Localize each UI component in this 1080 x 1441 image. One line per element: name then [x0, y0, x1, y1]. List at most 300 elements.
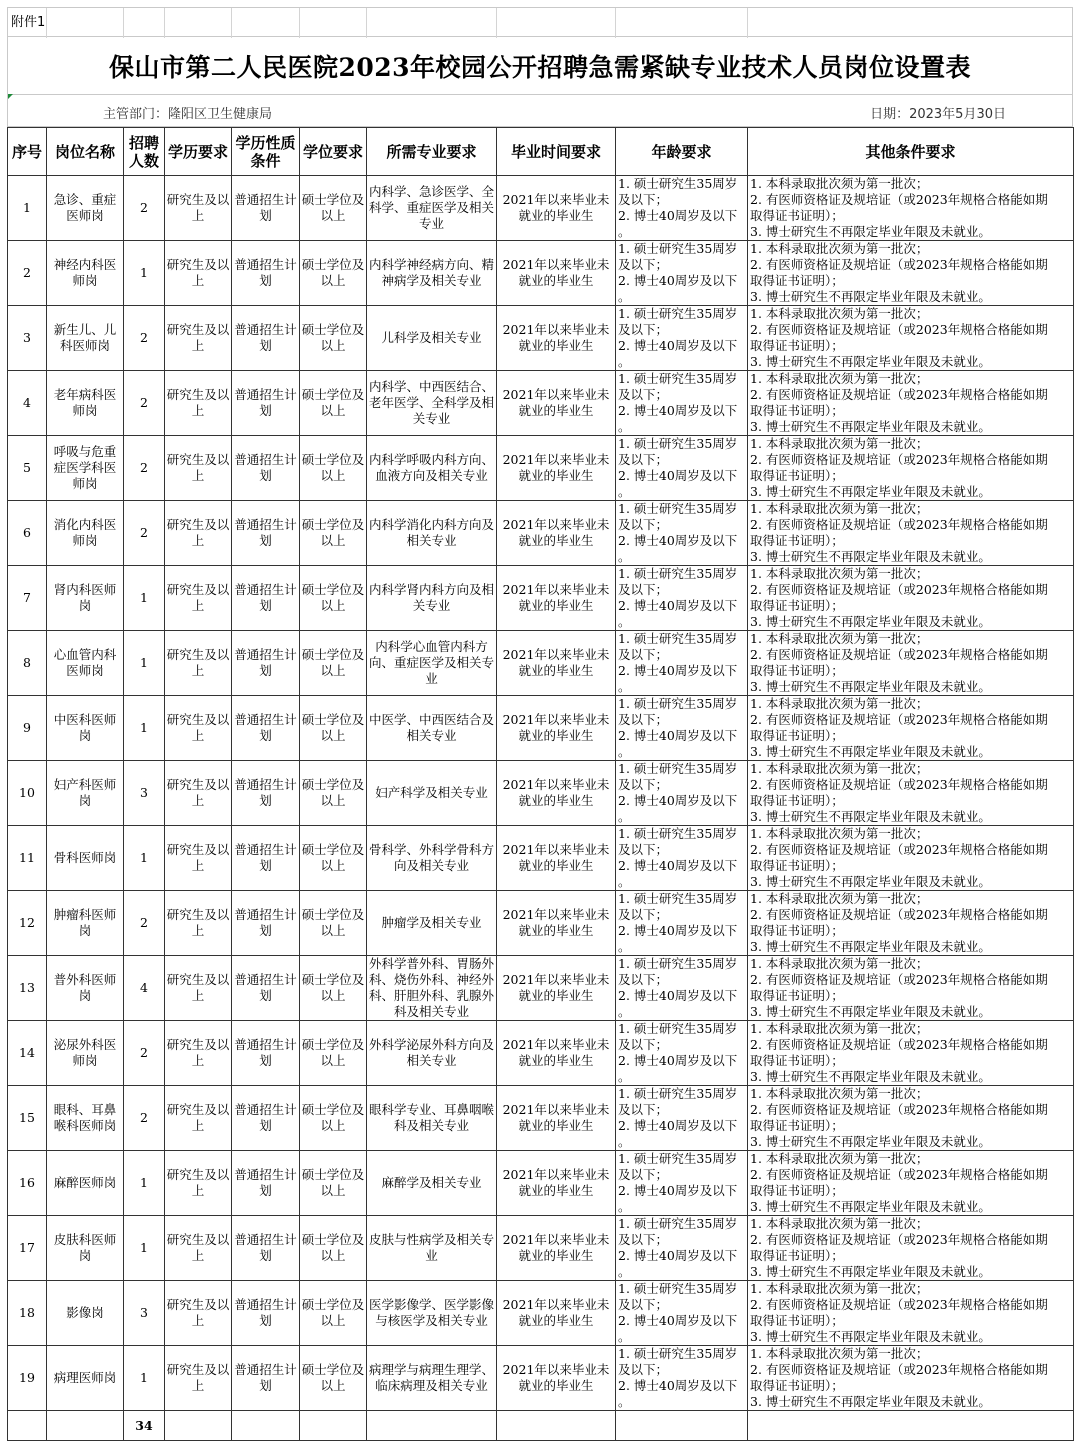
graduation-cell[interactable]: 2021年以来毕业未就业的毕业生 — [497, 1151, 616, 1216]
education-nature-cell[interactable]: 普通招生计划 — [232, 1021, 300, 1086]
other-line: 2. 有医师资格证及规培证（或2023年规格合格能如期 — [750, 842, 1048, 857]
graduation-cell[interactable]: 2021年以来毕业未就业的毕业生 — [497, 241, 616, 306]
post-cell[interactable]: 急诊、重症医师岗 — [47, 176, 124, 241]
table-row — [8, 241, 1074, 306]
major-cell[interactable]: 骨科学、外科学骨科方向及相关专业 — [367, 826, 497, 891]
education-cell[interactable]: 研究生及以上 — [165, 371, 232, 436]
other-cell[interactable] — [748, 956, 1074, 1021]
no-cell[interactable]: 7 — [8, 566, 47, 631]
major-cell[interactable]: 麻醉学及相关专业 — [367, 1151, 497, 1216]
other-line: 取得证书证明）； — [750, 1378, 844, 1393]
major-cell[interactable]: 儿科学及相关专业 — [367, 306, 497, 371]
empty-cell[interactable] — [47, 8, 124, 38]
other-cell[interactable] — [748, 1216, 1074, 1281]
age-cell[interactable] — [616, 1021, 748, 1086]
other-line: 2. 有医师资格证及规培证（或2023年规格合格能如期 — [750, 1102, 1048, 1117]
age-line: 2. 博士40周岁及以下 — [618, 1248, 738, 1263]
post-cell[interactable]: 新生儿、儿科医师岗 — [47, 306, 124, 371]
other-line: 2. 有医师资格证及规培证（或2023年规格合格能如期 — [750, 647, 1048, 662]
post-cell[interactable]: 消化内科医师岗 — [47, 501, 124, 566]
age-line: 及以下； — [618, 907, 669, 922]
post-cell[interactable]: 老年病科医师岗 — [47, 371, 124, 436]
degree-cell[interactable]: 硕士学位及以上 — [300, 371, 367, 436]
education-cell[interactable]: 研究生及以上 — [165, 241, 232, 306]
degree-cell[interactable]: 硕士学位及以上 — [300, 696, 367, 761]
education-nature-cell[interactable]: 普通招生计划 — [232, 241, 300, 306]
count-cell[interactable]: 2 — [124, 501, 165, 566]
count-cell[interactable]: 1 — [124, 1346, 165, 1411]
age-cell[interactable] — [616, 956, 748, 1021]
no-cell[interactable]: 18 — [8, 1281, 47, 1346]
degree-cell[interactable]: 硕士学位及以上 — [300, 631, 367, 696]
graduation-cell[interactable]: 2021年以来毕业未就业的毕业生 — [497, 1216, 616, 1281]
degree-cell[interactable]: 硕士学位及以上 — [300, 241, 367, 306]
graduation-cell[interactable]: 2021年以来毕业未就业的毕业生 — [497, 956, 616, 1021]
header-other[interactable]: 其他条件要求 — [748, 128, 1074, 176]
empty-cell[interactable] — [367, 8, 497, 38]
table-row — [8, 501, 1074, 566]
total-empty-cell[interactable] — [748, 1411, 1074, 1441]
other-line: 1. 本科录取批次须为第一批次； — [750, 371, 929, 386]
count-cell[interactable]: 3 — [124, 761, 165, 826]
header-major[interactable]: 所需专业要求 — [367, 128, 497, 176]
other-line: 取得证书证明）； — [750, 1118, 844, 1133]
graduation-cell[interactable]: 2021年以来毕业未就业的毕业生 — [497, 761, 616, 826]
empty-cell[interactable] — [497, 8, 616, 38]
education-nature-cell[interactable]: 普通招生计划 — [232, 696, 300, 761]
degree-cell[interactable]: 硕士学位及以上 — [300, 956, 367, 1021]
table-row — [8, 631, 1074, 696]
header-education-nature[interactable]: 学历性质条件 — [232, 128, 300, 176]
total-count-cell[interactable]: 34 — [124, 1411, 165, 1441]
other-line: 1. 本科录取批次须为第一批次； — [750, 176, 929, 191]
degree-cell[interactable]: 硕士学位及以上 — [300, 891, 367, 956]
age-line: 2. 博士40周岁及以下 — [618, 923, 738, 938]
major-cell[interactable]: 内科学消化内科方向及相关专业 — [367, 501, 497, 566]
graduation-cell[interactable]: 2021年以来毕业未就业的毕业生 — [497, 891, 616, 956]
total-empty-cell[interactable] — [232, 1411, 300, 1441]
education-nature-cell[interactable]: 普通招生计划 — [232, 1346, 300, 1411]
major-cell[interactable]: 中医学、中西医结合及相关专业 — [367, 696, 497, 761]
education-nature-cell[interactable]: 普通招生计划 — [232, 826, 300, 891]
education-cell[interactable]: 研究生及以上 — [165, 566, 232, 631]
other-line: 3. 博士研究生不再限定毕业年限及未就业。 — [750, 939, 991, 954]
degree-cell[interactable]: 硕士学位及以上 — [300, 1216, 367, 1281]
post-cell[interactable]: 中医科医师岗 — [47, 696, 124, 761]
degree-cell[interactable]: 硕士学位及以上 — [300, 176, 367, 241]
post-cell[interactable]: 神经内科医师岗 — [47, 241, 124, 306]
age-cell[interactable] — [616, 1346, 748, 1411]
header-education[interactable]: 学历要求 — [165, 128, 232, 176]
age-line: 及以下； — [618, 1102, 669, 1117]
other-cell[interactable] — [748, 1021, 1074, 1086]
degree-cell[interactable]: 硕士学位及以上 — [300, 1281, 367, 1346]
top-cells-row — [7, 7, 1073, 37]
no-cell[interactable]: 15 — [8, 1086, 47, 1151]
empty-cell[interactable] — [165, 8, 232, 38]
count-cell[interactable]: 1 — [124, 826, 165, 891]
major-cell[interactable]: 医学影像学、医学影像与核医学及相关专业 — [367, 1281, 497, 1346]
education-nature-cell[interactable]: 普通招生计划 — [232, 891, 300, 956]
total-empty-cell[interactable] — [8, 1411, 47, 1441]
other-cell[interactable] — [748, 1281, 1074, 1346]
graduation-cell[interactable]: 2021年以来毕业未就业的毕业生 — [497, 1086, 616, 1151]
table-row — [8, 826, 1074, 891]
education-nature-cell[interactable]: 普通招生计划 — [232, 761, 300, 826]
empty-cell[interactable] — [616, 8, 748, 38]
graduation-cell[interactable]: 2021年以来毕业未就业的毕业生 — [497, 436, 616, 501]
other-cell[interactable] — [748, 826, 1074, 891]
other-cell[interactable] — [748, 241, 1074, 306]
age-line: 1. 硕士研究生35周岁 — [618, 241, 738, 256]
degree-cell[interactable]: 硕士学位及以上 — [300, 761, 367, 826]
count-cell[interactable]: 2 — [124, 1086, 165, 1151]
age-line: 。 — [618, 1134, 631, 1149]
no-cell[interactable]: 1 — [8, 176, 47, 241]
major-cell[interactable]: 内科学、中西医结合、老年医学、全科学及相关专业 — [367, 371, 497, 436]
degree-cell[interactable]: 硕士学位及以上 — [300, 1086, 367, 1151]
other-line: 2. 有医师资格证及规培证（或2023年规格合格能如期 — [750, 1232, 1048, 1247]
education-nature-cell[interactable]: 普通招生计划 — [232, 631, 300, 696]
post-cell[interactable]: 眼科、耳鼻喉科医师岗 — [47, 1086, 124, 1151]
age-cell[interactable] — [616, 566, 748, 631]
graduation-cell[interactable]: 2021年以来毕业未就业的毕业生 — [497, 631, 616, 696]
education-cell[interactable]: 研究生及以上 — [165, 1151, 232, 1216]
empty-cell[interactable] — [748, 8, 1072, 38]
count-cell[interactable]: 1 — [124, 631, 165, 696]
other-line: 2. 有医师资格证及规培证（或2023年规格合格能如期 — [750, 777, 1048, 792]
graduation-cell[interactable]: 2021年以来毕业未就业的毕业生 — [497, 826, 616, 891]
post-cell[interactable]: 妇产科医师岗 — [47, 761, 124, 826]
education-nature-cell[interactable]: 普通招生计划 — [232, 176, 300, 241]
post-cell[interactable]: 病理医师岗 — [47, 1346, 124, 1411]
age-cell[interactable] — [616, 891, 748, 956]
other-cell[interactable] — [748, 436, 1074, 501]
count-cell[interactable]: 1 — [124, 1216, 165, 1281]
count-cell[interactable]: 2 — [124, 371, 165, 436]
age-line: 1. 硕士研究生35周岁 — [618, 1216, 738, 1231]
age-cell[interactable] — [616, 371, 748, 436]
age-line: 及以下； — [618, 972, 669, 987]
age-line: 。 — [618, 874, 631, 889]
total-empty-cell[interactable] — [300, 1411, 367, 1441]
age-line: 1. 硕士研究生35周岁 — [618, 826, 738, 841]
total-empty-cell[interactable] — [47, 1411, 124, 1441]
age-line: 2. 博士40周岁及以下 — [618, 1118, 738, 1133]
post-cell[interactable]: 麻醉医师岗 — [47, 1151, 124, 1216]
no-cell[interactable]: 3 — [8, 306, 47, 371]
age-cell[interactable] — [616, 306, 748, 371]
other-line: 3. 博士研究生不再限定毕业年限及未就业。 — [750, 1329, 991, 1344]
other-line: 1. 本科录取批次须为第一批次； — [750, 306, 929, 321]
other-line: 2. 有医师资格证及规培证（或2023年规格合格能如期 — [750, 517, 1048, 532]
post-cell[interactable]: 普外科医师岗 — [47, 956, 124, 1021]
other-line: 3. 博士研究生不再限定毕业年限及未就业。 — [750, 809, 991, 824]
empty-cell[interactable] — [232, 8, 300, 38]
education-cell[interactable]: 研究生及以上 — [165, 696, 232, 761]
degree-cell[interactable]: 硕士学位及以上 — [300, 1346, 367, 1411]
graduation-cell[interactable]: 2021年以来毕业未就业的毕业生 — [497, 1346, 616, 1411]
age-line: 1. 硕士研究生35周岁 — [618, 1021, 738, 1036]
education-cell[interactable]: 研究生及以上 — [165, 956, 232, 1021]
education-cell[interactable]: 研究生及以上 — [165, 891, 232, 956]
header-graduation[interactable]: 毕业时间要求 — [497, 128, 616, 176]
education-nature-cell[interactable]: 普通招生计划 — [232, 501, 300, 566]
other-cell[interactable] — [748, 696, 1074, 761]
education-nature-cell[interactable]: 普通招生计划 — [232, 566, 300, 631]
other-line: 3. 博士研究生不再限定毕业年限及未就业。 — [750, 289, 991, 304]
other-line: 1. 本科录取批次须为第一批次； — [750, 1281, 929, 1296]
age-line: 2. 博士40周岁及以下 — [618, 1378, 738, 1393]
other-cell[interactable] — [748, 566, 1074, 631]
education-cell[interactable]: 研究生及以上 — [165, 501, 232, 566]
no-cell[interactable]: 8 — [8, 631, 47, 696]
post-cell[interactable]: 骨科医师岗 — [47, 826, 124, 891]
education-nature-cell[interactable]: 普通招生计划 — [232, 1151, 300, 1216]
age-line: 。 — [618, 809, 631, 824]
education-nature-cell[interactable]: 普通招生计划 — [232, 1086, 300, 1151]
age-cell[interactable] — [616, 501, 748, 566]
other-line: 1. 本科录取批次须为第一批次； — [750, 1346, 929, 1361]
other-cell[interactable] — [748, 1086, 1074, 1151]
age-line: 2. 博士40周岁及以下 — [618, 1313, 738, 1328]
education-cell[interactable]: 研究生及以上 — [165, 761, 232, 826]
table-row — [8, 956, 1074, 1021]
other-line: 2. 有医师资格证及规培证（或2023年规格合格能如期 — [750, 192, 1048, 207]
major-cell[interactable]: 病理学与病理生理学、临床病理及相关专业 — [367, 1346, 497, 1411]
post-cell[interactable]: 呼吸与危重症医学科医师岗 — [47, 436, 124, 501]
age-cell[interactable] — [616, 436, 748, 501]
graduation-cell[interactable]: 2021年以来毕业未就业的毕业生 — [497, 1281, 616, 1346]
degree-cell[interactable]: 硕士学位及以上 — [300, 1151, 367, 1216]
age-cell[interactable] — [616, 1216, 748, 1281]
count-cell[interactable]: 1 — [124, 566, 165, 631]
age-cell[interactable] — [616, 1281, 748, 1346]
education-cell[interactable]: 研究生及以上 — [165, 826, 232, 891]
no-cell[interactable]: 5 — [8, 436, 47, 501]
age-line: 2. 博士40周岁及以下 — [618, 793, 738, 808]
other-line: 1. 本科录取批次须为第一批次； — [750, 631, 929, 646]
major-cell[interactable]: 内科学、急诊医学、全科学、重症医学及相关专业 — [367, 176, 497, 241]
no-cell[interactable]: 9 — [8, 696, 47, 761]
no-cell[interactable]: 2 — [8, 241, 47, 306]
age-line: 。 — [618, 1069, 631, 1084]
count-cell[interactable]: 2 — [124, 176, 165, 241]
education-nature-cell[interactable]: 普通招生计划 — [232, 436, 300, 501]
major-cell[interactable]: 内科学神经病方向、精神病学及相关专业 — [367, 241, 497, 306]
post-cell[interactable]: 肾内科医师岗 — [47, 566, 124, 631]
other-cell[interactable] — [748, 176, 1074, 241]
other-line: 2. 有医师资格证及规培证（或2023年规格合格能如期 — [750, 322, 1048, 337]
degree-cell[interactable]: 硕士学位及以上 — [300, 1021, 367, 1086]
other-line: 2. 有医师资格证及规培证（或2023年规格合格能如期 — [750, 1037, 1048, 1052]
post-cell[interactable]: 心血管内科医师岗 — [47, 631, 124, 696]
count-cell[interactable]: 2 — [124, 306, 165, 371]
other-line: 1. 本科录取批次须为第一批次； — [750, 436, 929, 451]
no-cell[interactable]: 11 — [8, 826, 47, 891]
graduation-cell[interactable]: 2021年以来毕业未就业的毕业生 — [497, 371, 616, 436]
education-cell[interactable]: 研究生及以上 — [165, 306, 232, 371]
graduation-cell[interactable]: 2021年以来毕业未就业的毕业生 — [497, 566, 616, 631]
empty-cell[interactable] — [124, 8, 165, 38]
major-cell[interactable]: 皮肤与性病学及相关专业 — [367, 1216, 497, 1281]
education-cell[interactable]: 研究生及以上 — [165, 1086, 232, 1151]
count-cell[interactable]: 1 — [124, 696, 165, 761]
other-line: 1. 本科录取批次须为第一批次； — [750, 566, 929, 581]
total-empty-cell[interactable] — [497, 1411, 616, 1441]
age-cell[interactable] — [616, 241, 748, 306]
no-cell[interactable]: 16 — [8, 1151, 47, 1216]
table-row — [8, 371, 1074, 436]
no-cell[interactable]: 13 — [8, 956, 47, 1021]
education-nature-cell[interactable]: 普通招生计划 — [232, 1216, 300, 1281]
other-cell[interactable] — [748, 501, 1074, 566]
education-cell[interactable]: 研究生及以上 — [165, 176, 232, 241]
count-cell[interactable]: 4 — [124, 956, 165, 1021]
other-line: 取得证书证明）； — [750, 1313, 844, 1328]
header-degree[interactable]: 学位要求 — [300, 128, 367, 176]
other-cell[interactable] — [748, 1151, 1074, 1216]
other-line: 3. 博士研究生不再限定毕业年限及未就业。 — [750, 874, 991, 889]
header-no[interactable]: 序号 — [8, 128, 47, 176]
table-row — [8, 176, 1074, 241]
degree-cell[interactable]: 硕士学位及以上 — [300, 501, 367, 566]
other-line: 3. 博士研究生不再限定毕业年限及未就业。 — [750, 419, 991, 434]
age-line: 1. 硕士研究生35周岁 — [618, 566, 738, 581]
other-line: 1. 本科录取批次须为第一批次； — [750, 826, 929, 841]
education-nature-cell[interactable]: 普通招生计划 — [232, 1281, 300, 1346]
header-count[interactable]: 招聘人数 — [124, 128, 165, 176]
other-cell[interactable] — [748, 891, 1074, 956]
no-cell[interactable]: 10 — [8, 761, 47, 826]
other-cell[interactable] — [748, 306, 1074, 371]
count-cell[interactable]: 2 — [124, 436, 165, 501]
age-line: 2. 博士40周岁及以下 — [618, 1183, 738, 1198]
count-cell[interactable]: 3 — [124, 1281, 165, 1346]
other-line: 2. 有医师资格证及规培证（或2023年规格合格能如期 — [750, 712, 1048, 727]
age-line: 。 — [618, 1199, 631, 1214]
major-cell[interactable]: 妇产科学及相关专业 — [367, 761, 497, 826]
attachment-label[interactable]: 附件1 — [8, 8, 47, 38]
major-cell[interactable]: 外科学普外科、胃肠外科、烧伤外科、神经外科、肝胆外科、乳腺外科及相关专业 — [367, 956, 497, 1021]
post-cell[interactable]: 肿瘤科医师岗 — [47, 891, 124, 956]
no-cell[interactable]: 14 — [8, 1021, 47, 1086]
graduation-cell[interactable]: 2021年以来毕业未就业的毕业生 — [497, 1021, 616, 1086]
header-post[interactable]: 岗位名称 — [47, 128, 124, 176]
age-line: 及以下； — [618, 842, 669, 857]
title-row[interactable] — [7, 37, 1073, 95]
no-cell[interactable]: 19 — [8, 1346, 47, 1411]
degree-cell[interactable]: 硕士学位及以上 — [300, 826, 367, 891]
age-line: 1. 硕士研究生35周岁 — [618, 1346, 738, 1361]
other-line: 3. 博士研究生不再限定毕业年限及未就业。 — [750, 679, 991, 694]
degree-cell[interactable]: 硕士学位及以上 — [300, 436, 367, 501]
total-empty-cell[interactable] — [616, 1411, 748, 1441]
age-line: 及以下； — [618, 777, 669, 792]
education-nature-cell[interactable]: 普通招生计划 — [232, 956, 300, 1021]
age-line: 1. 硕士研究生35周岁 — [618, 696, 738, 711]
table-row — [8, 566, 1074, 631]
degree-cell[interactable]: 硕士学位及以上 — [300, 306, 367, 371]
other-line: 取得证书证明）； — [750, 273, 844, 288]
count-cell[interactable]: 1 — [124, 241, 165, 306]
education-cell[interactable]: 研究生及以上 — [165, 1281, 232, 1346]
age-line: 及以下； — [618, 517, 669, 532]
age-cell[interactable] — [616, 761, 748, 826]
age-cell[interactable] — [616, 696, 748, 761]
age-line: 1. 硕士研究生35周岁 — [618, 436, 738, 451]
major-cell[interactable]: 眼科学专业、耳鼻咽喉科及相关专业 — [367, 1086, 497, 1151]
other-line: 2. 有医师资格证及规培证（或2023年规格合格能如期 — [750, 907, 1048, 922]
age-line: 及以下； — [618, 712, 669, 727]
age-line: 及以下； — [618, 582, 669, 597]
education-cell[interactable]: 研究生及以上 — [165, 1346, 232, 1411]
other-cell[interactable] — [748, 371, 1074, 436]
count-cell[interactable]: 1 — [124, 1151, 165, 1216]
age-line: 2. 博士40周岁及以下 — [618, 338, 738, 353]
other-line: 取得证书证明）； — [750, 403, 844, 418]
count-cell[interactable]: 2 — [124, 891, 165, 956]
age-cell[interactable] — [616, 826, 748, 891]
other-line: 3. 博士研究生不再限定毕业年限及未就业。 — [750, 1134, 991, 1149]
education-cell[interactable]: 研究生及以上 — [165, 436, 232, 501]
table-row — [8, 1021, 1074, 1086]
graduation-cell[interactable]: 2021年以来毕业未就业的毕业生 — [497, 306, 616, 371]
total-empty-cell[interactable] — [165, 1411, 232, 1441]
graduation-cell[interactable]: 2021年以来毕业未就业的毕业生 — [497, 501, 616, 566]
education-nature-cell[interactable]: 普通招生计划 — [232, 306, 300, 371]
other-line: 1. 本科录取批次须为第一批次； — [750, 956, 929, 971]
major-cell[interactable]: 内科学呼吸内科方向、血液方向及相关专业 — [367, 436, 497, 501]
meta-row[interactable] — [7, 95, 1073, 127]
education-cell[interactable]: 研究生及以上 — [165, 1021, 232, 1086]
other-cell[interactable] — [748, 631, 1074, 696]
count-cell[interactable]: 2 — [124, 1021, 165, 1086]
other-line: 1. 本科录取批次须为第一批次； — [750, 501, 929, 516]
graduation-cell[interactable]: 2021年以来毕业未就业的毕业生 — [497, 696, 616, 761]
age-line: 及以下； — [618, 1362, 669, 1377]
post-cell[interactable]: 影像岗 — [47, 1281, 124, 1346]
no-cell[interactable]: 12 — [8, 891, 47, 956]
other-cell[interactable] — [748, 761, 1074, 826]
age-line: 2. 博士40周岁及以下 — [618, 728, 738, 743]
other-line: 1. 本科录取批次须为第一批次； — [750, 1151, 929, 1166]
major-cell[interactable]: 外科学泌尿外科方向及相关专业 — [367, 1021, 497, 1086]
education-nature-cell[interactable]: 普通招生计划 — [232, 371, 300, 436]
degree-cell[interactable]: 硕士学位及以上 — [300, 566, 367, 631]
other-cell[interactable] — [748, 1346, 1074, 1411]
age-cell[interactable] — [616, 631, 748, 696]
major-cell[interactable]: 肿瘤学及相关专业 — [367, 891, 497, 956]
education-cell[interactable]: 研究生及以上 — [165, 631, 232, 696]
post-cell[interactable]: 泌尿外科医师岗 — [47, 1021, 124, 1086]
graduation-cell[interactable]: 2021年以来毕业未就业的毕业生 — [497, 176, 616, 241]
major-cell[interactable]: 内科学肾内科方向及相关专业 — [367, 566, 497, 631]
age-cell[interactable] — [616, 1086, 748, 1151]
age-cell[interactable] — [616, 176, 748, 241]
age-cell[interactable] — [616, 1151, 748, 1216]
total-empty-cell[interactable] — [367, 1411, 497, 1441]
no-cell[interactable]: 6 — [8, 501, 47, 566]
header-age[interactable]: 年龄要求 — [616, 128, 748, 176]
post-cell[interactable]: 皮肤科医师岗 — [47, 1216, 124, 1281]
no-cell[interactable]: 17 — [8, 1216, 47, 1281]
major-cell[interactable]: 内科学心血管内科方向、重症医学及相关专业 — [367, 631, 497, 696]
age-line: 2. 博士40周岁及以下 — [618, 468, 738, 483]
no-cell[interactable]: 4 — [8, 371, 47, 436]
empty-cell[interactable] — [300, 8, 367, 38]
education-cell[interactable]: 研究生及以上 — [165, 1216, 232, 1281]
